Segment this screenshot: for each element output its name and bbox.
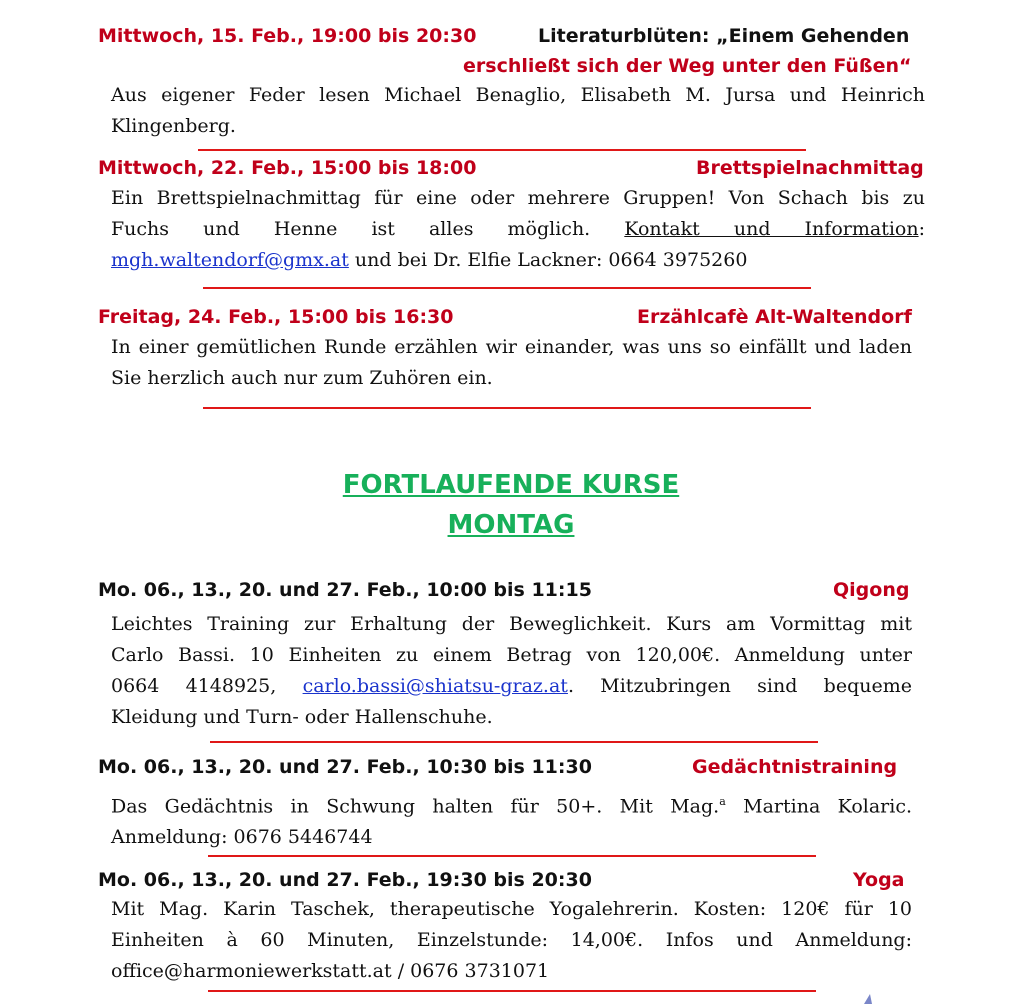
event-title-line1: Literaturblüten: „Einem Gehenden (538, 25, 910, 47)
superscript: a (719, 795, 726, 808)
phone-number: 0664 4148925, (111, 675, 277, 697)
course-date: Mo. 06., 13., 20. und 27. Feb., 10:00 bis 11:15 (98, 579, 592, 601)
description-text: Fuchs und Henne ist alles möglich. (111, 218, 591, 240)
description-line: Einheiten à 60 Minuten, Einzelstunde: 14,00€. Infos und Anmeldung: (111, 929, 912, 951)
event-title: Erzählcafè Alt-Waltendorf (637, 306, 912, 328)
course-title: Qigong (833, 579, 910, 601)
event-title: Brettspielnachmittag (696, 157, 924, 179)
description-line (111, 245, 925, 276)
event-date: Freitag, 24. Feb., 15:00 bis 16:30 (98, 306, 454, 328)
email-link[interactable]: mgh.waltendorf@gmx.at (111, 249, 349, 271)
description-line: Leichtes Training zur Erhaltung der Beweglichkeit. Kurs am Vormittag mit (111, 613, 912, 635)
event-date: Mittwoch, 22. Feb., 15:00 bis 18:00 (98, 157, 477, 179)
course-description (111, 609, 912, 733)
description-line (111, 671, 912, 702)
description-line: Mit Mag. Karin Taschek, therapeutische Yogalehrerin. Kosten: 120€ für 10 (111, 898, 912, 920)
course-date: Mo. 06., 13., 20. und 27. Feb., 19:30 bis 20:30 (98, 869, 592, 891)
description-text: und bei Dr. Elfie Lackner: 0664 3975260 (348, 249, 748, 271)
description-text: Martina Kolaric. (725, 795, 912, 818)
description-line: Kleidung und Turn- oder Hallenschuhe. (111, 706, 493, 728)
description-line: Carlo Bassi. 10 Einheiten zu einem Betrag von 120,00€. Anmeldung unter (111, 644, 912, 666)
course-title: Gedächtnistraining (692, 756, 898, 778)
decorative-graphic-icon (862, 992, 878, 1004)
course-description (111, 786, 912, 853)
event-description: In einer gemütlichen Runde erzählen wir einander, was uns so einfällt und laden Sie herzlich auch nur zum Zuhören ein. (111, 336, 912, 389)
divider (203, 287, 811, 289)
description-line (111, 214, 925, 245)
divider (210, 741, 818, 743)
divider (203, 407, 811, 409)
contact-info-label: Kontakt und Information (624, 218, 919, 240)
event-description (111, 183, 925, 276)
course-description (111, 894, 912, 987)
section-heading: FORTLAUFENDE KURSE (342, 470, 680, 500)
divider (208, 990, 816, 992)
description-line: Ein Brettspielnachmittag für eine oder mehrere Gruppen! Von Schach bis zu (111, 187, 925, 209)
description-text: . Mitzubringen sind bequeme (567, 675, 912, 697)
description-line: Anmeldung: 0676 5446744 (111, 826, 373, 849)
section-subheading: MONTAG (447, 510, 575, 540)
description-text: Das Gedächtnis in Schwung halten für 50+. Mit Mag. (111, 795, 720, 818)
course-title: Yoga (853, 869, 905, 891)
course-date: Mo. 06., 13., 20. und 27. Feb., 10:30 bis 11:30 (98, 756, 592, 778)
divider (208, 855, 816, 857)
colon: : (918, 218, 925, 240)
event-description: Aus eigener Feder lesen Michael Benaglio, Elisabeth M. Jursa und Heinrich Klingenberg. (111, 84, 925, 137)
divider (198, 149, 806, 151)
email-link[interactable]: carlo.bassi@shiatsu-graz.at (302, 675, 568, 697)
description-line: office@harmoniewerkstatt.at / 0676 3731071 (111, 960, 550, 982)
description-line (111, 786, 912, 822)
event-title-line2: erschließt sich der Weg unter den Füßen“ (463, 55, 912, 77)
event-date: Mittwoch, 15. Feb., 19:00 bis 20:30 (98, 25, 477, 47)
